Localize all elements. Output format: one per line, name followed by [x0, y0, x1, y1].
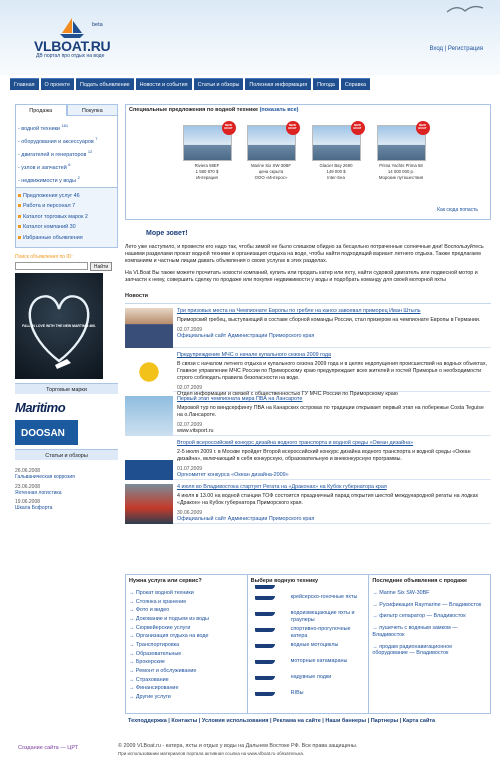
category-item[interactable]: - оборудования и аксессуаров $^7$: [18, 135, 98, 145]
service-link[interactable]: → Прокат водной техники: [129, 589, 244, 598]
nav-item-about[interactable]: О проекте: [41, 78, 74, 90]
nav-item-news[interactable]: Новости и события: [136, 78, 192, 90]
boat-photo: [183, 125, 232, 161]
category-item[interactable]: - узлов и запчастей $^6$: [18, 161, 71, 171]
new-boat-badge: NEW BOAT: [286, 121, 300, 135]
latest-ads-column: [369, 575, 490, 713]
boat-type-link[interactable]: крейсерско-гоночные яхты: [251, 589, 366, 605]
service-link[interactable]: → Транспортировка: [129, 641, 244, 650]
header: [0, 0, 500, 75]
news-date: 02.07.2009: [177, 384, 203, 391]
service-link[interactable]: Каталог торговых марок 2: [18, 212, 115, 223]
boat-type-link[interactable]: водные мотоциклы: [251, 637, 366, 653]
news-date: 01.07.2009: [177, 465, 203, 472]
boat-type-link[interactable]: спортивно-прогулочные катера: [251, 621, 366, 637]
nav-item-weather[interactable]: Погода: [313, 78, 339, 90]
service-link[interactable]: → Докование и подъем из воды: [129, 615, 244, 624]
boat-type-link[interactable]: надувные лодки: [251, 669, 366, 685]
news-photo: [125, 484, 173, 524]
nav-item-post-ad[interactable]: Подать объявление: [76, 78, 134, 90]
news-link[interactable]: Три призовых места на Чемпионате Европы по гребле на каноэ завоевал приморец Иван Штыль: [177, 308, 421, 315]
new-boat-badge: NEW BOAT: [351, 121, 365, 135]
brand-doosan-logo[interactable]: DOOSAN: [15, 420, 78, 445]
news-link[interactable]: 4 июля во Владивостока стартует Регата на «Драконах» на Кубок губернатора края: [177, 484, 387, 491]
nav-item-home[interactable]: Главная: [10, 78, 39, 90]
new-boat-badge: NEW BOAT: [416, 121, 430, 135]
category-list: [15, 116, 118, 188]
boat-type-link[interactable]: моторные катамараны: [251, 653, 366, 669]
brand-maritimo-logo[interactable]: Maritimo: [15, 399, 66, 415]
boat-card[interactable]: NEW BOAT Riviera 58EF 1 580 870 $ Интерация: [178, 125, 236, 181]
news-source[interactable]: Официальный сайт Администрации Приморского края: [177, 333, 315, 340]
news-text: Приморский гребец, выступающий в составе сборной команды России, стал призером на чемпионате Европы в Германии.: [177, 317, 481, 324]
news-source: www.vitsport.ru: [177, 428, 214, 435]
tab-sale[interactable]: Продажа: [15, 104, 67, 116]
service-link[interactable]: → Организация отдыха на воде: [129, 632, 244, 641]
news-item: [125, 304, 491, 348]
service-link[interactable]: Каталог компаний 30: [18, 223, 115, 234]
sidebar: [15, 104, 118, 512]
article-link[interactable]: Шкала Бофорта: [15, 505, 53, 512]
main-content: [125, 104, 491, 524]
article-date: 19.06.2008: [15, 499, 41, 505]
service-link[interactable]: Предложения услуг 46: [18, 191, 115, 202]
tab-buy[interactable]: Покупка: [67, 104, 119, 116]
site-logo[interactable]: VLBOAT.RU: [34, 38, 111, 54]
category-item[interactable]: - двигателей и генераторов $^{12}$: [18, 148, 93, 158]
service-link[interactable]: Работа и персонал 7: [18, 202, 115, 213]
services-list: [15, 188, 118, 248]
news-source: Отдел информации и связей с общественностью ГУ МЧС России по Приморскому краю: [177, 390, 398, 397]
service-link[interactable]: Избранные объявления: [18, 233, 115, 244]
news-text: 2-5 июля 2009 г. в Москве пройдет Второй всероссийский конкурс дизайна водного транспорта и водной среды «Океан дизайна», включающий в себя конкурсную, образовательную и внеконкурсную программы.: [177, 449, 471, 462]
login-register-link[interactable]: Вход | Регистрация: [429, 46, 483, 52]
search-box: [15, 262, 118, 271]
news-source[interactable]: Официальный сайт Администрации Приморского края: [177, 516, 315, 523]
news-text: 4 июля в 13.00 на водной станции ТОФ состоится праздничный парад открытия шестой международной регаты на лодках «Дракон» на Кубок губернатора Приморского края.: [177, 493, 479, 506]
article-date: 26.06.2008: [15, 468, 41, 474]
copyright: © 2009 VLBoat.ru - катера, яхты и отдых у воды на Дальнем Востоке РФ. Все права защищены.: [118, 743, 358, 749]
news-text: В связи с началом летнего отдыха и купального сезона 2009 года и в целях недопущения происшествий на водных объектах, Главное управление МЧС России по Приморскому краю предупреждает всех жителей и гостей Приморья о необходимости строго соблюдать правила безопасности на воде.: [177, 361, 487, 381]
search-input[interactable]: [15, 262, 88, 270]
boat-card[interactable]: NEW BOAT Marine Six SW-30BF цена скрыта ООО «Интерос»: [242, 125, 300, 181]
news-link[interactable]: Первый этап чемпионата мира ПВА на Лансароте: [177, 396, 303, 403]
boat-types-column: [248, 575, 370, 713]
boat-card[interactable]: NEW BOAT Glacier Bay 2690 149 000 $ Inter-Sea: [307, 125, 365, 181]
new-boat-badge: NEW BOAT: [222, 121, 236, 135]
bottom-panel: [125, 574, 491, 714]
boat-types-title: Выбери водную технику: [251, 578, 366, 585]
nav-item-help[interactable]: Справка: [341, 78, 370, 90]
news-date: 02.07.2009: [177, 421, 203, 428]
news-title: Новости: [125, 293, 149, 300]
news-item: [125, 348, 491, 397]
category-item[interactable]: - водной техники $^{181}$: [18, 122, 69, 132]
news-list: [125, 303, 491, 524]
nav-item-articles[interactable]: Статьи и обзоры: [194, 78, 244, 90]
news-item: [125, 436, 491, 480]
welcome-title: Море зовет!: [146, 230, 188, 237]
news-date: 30.06.2009: [177, 509, 203, 516]
special-offers: [125, 104, 491, 220]
beta-label: beta: [92, 22, 103, 28]
service-link[interactable]: → Стоянка и хранение: [129, 598, 244, 607]
latest-ad-link[interactable]: → фильтр сепаратор — Владивосток: [372, 612, 487, 621]
article-link[interactable]: Гальваническая коррозия: [15, 474, 75, 481]
latest-ads-title: Последние объявления с продаже: [372, 578, 468, 584]
boat-type-link[interactable]: RIBы: [251, 685, 366, 701]
welcome-paragraph-2: На VLBoat Вы также можете прочитать новости компаний, купить или продать катер или яхту, найти судовой двигатель или подвесной мотор и запчасти к нему, совершить сделку по продаже или покупке недвижимости у воды и подобрать команду для своей моторной яхты: [125, 270, 478, 284]
copyright-note: При использовании материалов портала активная ссылка на www.vlboat.ru обязательна.: [118, 751, 305, 756]
welcome-paragraph: Лето уже наступило, и провести его надо так, чтобы зимой не было слишком обидно за бесцельно потраченные солнечные дни! Воспользуйтесь нашими разделами прокат водной техники и организация отдыха на воде, чтобы найти подходящий вариант летнего отдыха. Также предлагаем компаниям и частным лицам давать объявления о своих услугах в этих разделах.: [125, 243, 484, 265]
logo-subtitle: ДВ портал про отдых на воде: [36, 53, 105, 59]
search-label: Поиск объявления по ID:: [15, 253, 73, 260]
news-photo: [125, 352, 173, 392]
boat-card[interactable]: NEW BOAT Prima Yachts Prima 58 14 000 000 р. Морские путешествия: [372, 125, 430, 181]
special-offers-title: Специальные предложения по водной технике (показать все): [129, 107, 299, 113]
news-item: [125, 392, 491, 436]
services-column-title: Нужна услуга или сервис?: [129, 578, 202, 584]
latest-ad-link[interactable]: → Marine Six SW-30BF: [372, 589, 487, 598]
show-all-link[interactable]: (показать все): [259, 107, 299, 113]
news-photo: [125, 308, 173, 348]
service-link[interactable]: → Образовательные: [129, 650, 244, 659]
services-column: [126, 575, 248, 713]
banner-text: FALL IN LOVE WITH THE NEW MARTIMO 460.: [22, 323, 96, 328]
footer-links[interactable]: Техподдержка | Контакты | Условия использования | Реклама на сайте | Наши баннеры | Партнеры | Карта сайта: [128, 718, 436, 724]
brands-title: Торговые марки: [15, 383, 118, 394]
ad-banner[interactable]: [15, 273, 103, 379]
service-link[interactable]: → Сюрвейерские услуги: [129, 624, 244, 633]
how-to-get-here-link[interactable]: Как сюда попасть: [437, 206, 478, 213]
article-link[interactable]: Яхтенная логистика: [15, 489, 62, 496]
news-link[interactable]: Предупреждение МЧС о начале купального сезона 2009 года: [177, 352, 332, 359]
latest-ad-link[interactable]: → продам радионавигационное оборудование — Владивосток: [372, 643, 487, 659]
service-link[interactable]: → Фото и видео: [129, 606, 244, 615]
news-link[interactable]: Второй всероссийский конкурс дизайна водного транспорта и водной среды «Океан дизайна»: [177, 440, 414, 447]
article-date: 23.06.2008: [15, 483, 41, 490]
search-button[interactable]: Найти: [90, 262, 112, 271]
seagull-icon: [445, 2, 485, 18]
articles-title: Статьи и обзоры: [15, 449, 118, 460]
articles-list: [15, 468, 118, 512]
service-link[interactable]: → Другие услуги: [129, 693, 244, 702]
boat-photo: [247, 125, 296, 161]
boat-photo: [377, 125, 426, 161]
service-link[interactable]: → Ремонт и обслуживание: [129, 667, 244, 676]
news-photo: [125, 440, 173, 480]
boat-photo: [312, 125, 361, 161]
category-item[interactable]: - недвижимости у воды $^2$: [18, 174, 80, 184]
nav-item-info[interactable]: Полезная информация: [245, 78, 311, 90]
news-item: [125, 480, 491, 524]
boat-type-link[interactable]: водоизмещающие яхты и траулеры: [251, 605, 366, 621]
news-photo: [125, 396, 173, 436]
service-link[interactable]: → Финансирование: [129, 684, 244, 693]
sailboat-logo-icon: [58, 17, 86, 39]
service-link[interactable]: → Брокерские: [129, 658, 244, 667]
service-link[interactable]: → Страхование: [129, 676, 244, 685]
latest-ad-link[interactable]: → Русификация Raymarine — Владивосток: [372, 601, 487, 610]
news-source[interactable]: Оргкомитет конкурса «Океан дизайна-2009»: [177, 472, 289, 479]
latest-ad-link[interactable]: → пушечеть с водяным замком — Владивосток: [372, 624, 487, 640]
news-text: Мировой тур по виндсерфингу ПВА на Канарских островах по традиции открывает первый этап на побережье Costa Teguise на о.Лансароте.: [177, 405, 484, 418]
made-by-link[interactable]: Создание сайта — ЦРТ: [18, 745, 79, 751]
news-date: 02.07.2009: [177, 326, 203, 333]
main-nav: [10, 78, 490, 90]
